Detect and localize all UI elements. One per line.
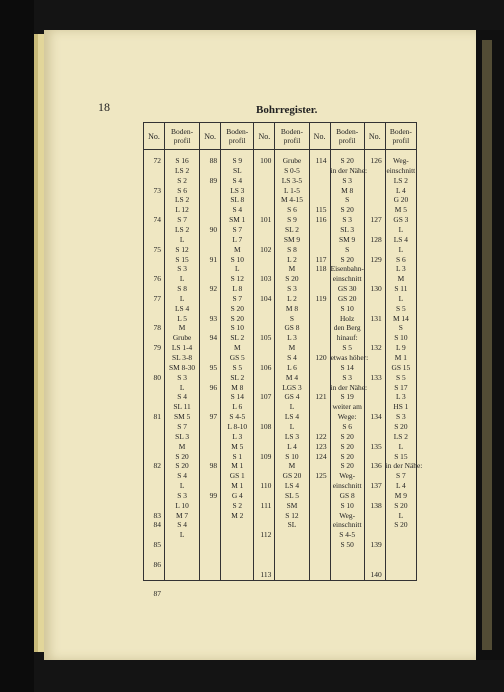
bohrloch-number: 97 [209,412,218,422]
bohrloch-number: 113 [260,569,272,579]
bohrloch-number: 117 [315,254,327,264]
bohrloch-number: 140 [370,569,382,579]
table-header [144,123,199,150]
bohrloch-number: 102 [260,244,272,254]
profile-entry: S 20 [394,520,408,530]
profile-entry: LS 2 [175,224,190,234]
bohrloch-number: 108 [260,421,272,431]
profile-entry: M 7 [176,510,189,520]
profile-entry: S 3 [287,284,297,294]
profile-entry: S 14 [230,392,244,402]
profile-column [165,150,199,580]
bohrloch-number: 107 [260,392,272,402]
number-column [200,150,221,580]
header-bodenprofil: Boden- profil [280,126,304,145]
header-no: No. [200,123,221,149]
profile-entry: SL 3 [340,224,355,234]
bohrloch-number: 131 [370,313,382,323]
bohrloch-number: 98 [209,461,218,471]
profile-entry: LGS 3 [282,382,302,392]
bohrloch-number: 111 [260,500,272,510]
profile-entry: GS 3 [393,215,409,225]
profile-entry: einschnitt [332,481,362,491]
profile-entry: S 6 [342,421,352,431]
profile-entry: in der Nähe: [330,165,368,175]
profile-entry: Holz [339,313,355,323]
profile-entry: S 7 [232,293,243,303]
profile-entry: M 8 [285,303,299,313]
profile-entry: M [233,343,241,353]
profile-column [330,150,369,580]
profile-entry: GS 8 [339,490,355,500]
profile-entry: L [179,274,185,284]
profile-entry: S 7 [396,471,406,481]
profile-entry: GS 20 [282,471,302,481]
profile-entry: LS 2 [175,195,190,205]
profile-entry: S [398,323,403,333]
profile-entry: M [288,461,296,471]
profile-entry: S 4 [287,353,297,362]
profile-entry: S 8 [177,284,187,294]
bohrloch-number: 133 [370,372,382,382]
bohrloch-number: 95 [209,362,218,372]
profile-entry: S 5 [232,362,243,372]
profile-entry: S 3 [177,264,187,274]
profile-entry: L 4 [395,185,406,195]
profile-entry: Weg- [339,510,356,520]
profile-entry: S 16 [175,156,189,165]
profile-entry: S 10 [230,323,244,333]
profile-entry: M 2 [231,510,244,520]
profile-entry: S 3 [342,215,352,225]
bohrloch-number: 74 [153,215,161,225]
profile-entry: LS 4 [284,481,300,491]
profile-entry: S 20 [175,451,189,461]
profile-entry: L 12 [175,205,189,215]
profile-entry: SL [232,165,242,175]
bohrloch-number: 118 [315,264,327,274]
profile-entry: S 20 [230,303,244,313]
book-spine-shadow [0,0,34,692]
profile-entry: S 8 [287,244,297,254]
bohrloch-number: 116 [315,215,327,225]
profile-entry: S 5 [342,343,352,353]
profile-entry: S 5 [396,372,406,382]
profile-entry: S 20 [394,421,408,431]
profile-entry: L 7 [232,234,243,244]
header-bodenprofil: Boden- profil [171,126,194,145]
profile-entry: G 4 [231,490,243,500]
column-group-5 [365,123,423,580]
profile-entry: L 3 [395,392,406,402]
bohrloch-number: 126 [370,156,382,165]
profile-entry: S 0-5 [284,165,300,175]
profile-entry: GS 20 [337,293,357,303]
bohrloch-number: 109 [260,451,272,461]
profile-entry: SL 2 [285,224,299,234]
bohrloch-number: 80 [153,372,161,382]
profile-entry: S 6 [396,254,406,264]
bohrloch-number: 75 [153,244,161,254]
profile-entry: L [235,264,240,274]
number-column [310,150,331,580]
profile-entry: SL 3-8 [172,353,193,362]
profile-entry: S 7 [177,215,187,225]
column-group-2 [200,123,254,580]
profile-entry: Eisenbahn- [330,264,364,274]
profile-entry: S 1 [232,451,243,461]
profile-entry: L [289,402,295,412]
bohrloch-number: 78 [153,323,161,333]
bohrloch-number: 91 [209,254,218,264]
header-bodenprofil: Boden- profil [389,126,412,145]
profile-entry: S 3 [342,372,352,382]
bohrloch-number: 81 [153,412,161,422]
profile-entry: M [397,274,405,284]
profile-entry: GS 30 [337,284,357,294]
profile-entry: L 9 [395,343,406,353]
profile-entry: S 6 [177,185,187,195]
bohrloch-number: 124 [315,451,327,461]
profile-entry: L 10 [175,500,189,510]
profile-entry: SM 1 [229,215,246,225]
bohrloch-number: 121 [315,392,327,402]
profile-entry: S 20 [340,451,354,461]
profile-entry: L 2 [287,293,297,303]
bohrloch-number: 139 [370,540,382,550]
profile-entry: M 1 [231,461,244,471]
profile-entry: LS 2 [393,175,408,185]
profile-entry: L [179,293,185,303]
profile-entry: M [288,264,296,274]
profile-entry: L [398,510,404,520]
bohrloch-number: 99 [209,490,218,500]
profile-entry: M 9 [394,490,407,500]
bohrloch-number: 136 [370,461,382,471]
profile-entry: L 4 [395,481,406,491]
profile-entry: S 9 [232,156,243,165]
profile-entry: S 10 [394,333,408,343]
bohrloch-number: 128 [370,234,382,244]
number-column [144,150,165,599]
bohrloch-number: 106 [260,362,272,372]
header-bodenprofil: Boden- profil [226,126,249,145]
profile-entry: M 5 [394,205,407,215]
profile-entry: S 10 [340,303,354,313]
profile-entry: S 7 [177,421,187,431]
profile-entry: M 1 [231,481,244,491]
profile-entry: S 3 [177,372,187,382]
profile-entry: Grube [282,156,302,165]
profile-entry: L 3 [232,431,243,441]
profile-entry: SL 5 [285,490,299,500]
profile-entry: S 12 [175,244,189,254]
bohrloch-number: 72 [153,156,161,165]
profile-entry: L [398,224,404,234]
header-no: No. [310,123,331,149]
profile-entry: Weg- [339,471,356,481]
profile-entry: S 2 [232,500,243,510]
profile-entry: L 8-10 [227,421,248,431]
profile-entry: L [398,441,404,451]
profile-column [221,150,253,580]
profile-entry: SL 3 [175,431,190,441]
profile-entry: S 20 [340,441,354,451]
profile-entry: SL 2 [230,372,245,382]
profile-entry: S [345,244,350,254]
bohrloch-number: 110 [260,481,272,491]
bohrloch-number: 135 [370,441,382,451]
bohrloch-number: 94 [209,333,218,343]
profile-entry: S 20 [285,274,299,284]
profile-entry: L 2 [287,254,297,264]
bohrloch-number: 85 [153,540,161,550]
profile-entry: LS 2 [175,165,190,175]
profile-entry: GS 15 [391,362,411,372]
profile-entry: den Berg [333,323,361,333]
profile-entry: Grube [172,333,192,343]
profile-entry: S 11 [394,284,408,294]
profile-entry: M [178,441,186,451]
profile-entry: S 4 [177,471,187,481]
profile-entry: M 8 [341,185,354,195]
bohrloch-number: 105 [260,333,272,343]
profile-entry: S 20 [230,313,244,323]
profile-entry: GS 8 [284,323,300,333]
profile-entry: M 4-15 [280,195,303,205]
profile-entry: S 19 [340,392,354,402]
profile-entry: S 14 [340,362,354,372]
profile-entry: L 5 [177,313,187,323]
profile-entry: LS 3-5 [281,175,303,185]
profile-entry: L 8 [232,284,243,294]
running-head: Bohrregister. [256,104,318,116]
bohrloch-number: 87 [153,589,161,599]
profile-entry: M 1 [394,353,407,362]
profile-column [385,150,423,580]
bohrloch-number: 90 [209,224,218,234]
profile-entry: SM 9 [339,234,356,244]
bohrloch-number: 127 [370,215,382,225]
profile-entry: M 8 [231,382,244,392]
profile-entry: S 12 [285,510,299,520]
profile-entry: LS 3 [230,185,245,195]
bohrloch-number: 119 [315,293,327,303]
profile-entry: L [398,244,404,254]
bohrloch-number: 112 [260,530,272,540]
profile-entry: S 20 [175,461,189,471]
profile-entry: GS 4 [284,392,300,402]
profile-entry: hinauf: [336,333,358,343]
profile-entry: S 2 [177,175,187,185]
profile-entry: S 4 [177,392,187,402]
profile-entry: S 20 [340,431,354,441]
profile-entry: S 10 [340,500,354,510]
adjacent-page-edge [476,30,504,660]
profile-entry: S 4-5 [229,412,246,422]
bohrloch-number: 101 [260,215,272,225]
header-no: No. [144,123,165,149]
bohrloch-number: 132 [370,343,382,353]
bohrloch-number: 130 [370,284,382,294]
profile-entry: SM 9 [283,234,301,244]
bohrloch-number: 122 [315,431,327,441]
table-header [310,123,364,150]
profile-entry: S 3 [177,490,187,500]
bohrloch-number: 100 [260,156,272,165]
profile-entry: S 20 [340,461,354,471]
bohrloch-number: 129 [370,254,382,264]
bohrloch-number: 77 [153,293,161,303]
profile-entry: L [289,421,295,431]
page-number: 18 [98,100,110,114]
header-bodenprofil: Boden- profil [336,126,359,145]
bohrloch-number: 83 [153,510,161,520]
profile-entry: S [345,195,350,205]
profile-entry: S 20 [340,205,354,215]
bohrregister-table [143,122,423,599]
profile-column [275,150,308,580]
bohrloch-number: 103 [260,274,272,284]
bohrloch-number: 138 [370,500,382,510]
profile-entry: SL 11 [173,402,191,412]
profile-entry: LS 1-4 [171,343,193,353]
bohrloch-number: 120 [315,353,327,362]
profile-entry: Weg- [392,156,409,165]
profile-entry: S 4-5 [339,530,356,540]
profile-entry: SL 8 [230,195,245,205]
column-group-1 [144,123,200,599]
profile-entry: S [289,313,295,323]
profile-entry: M [178,323,186,333]
bohrloch-number: 86 [153,559,161,569]
number-column [254,150,275,580]
profile-entry: LS 3 [284,431,300,441]
profile-entry: LS 4 [393,234,408,244]
profile-entry: S 3 [342,175,352,185]
bohrloch-number: 73 [153,185,161,195]
bohrloch-number: 93 [209,313,218,323]
profile-entry: S 12 [230,274,244,284]
profile-entry: L 6 [287,362,297,372]
bohrloch-number: 96 [209,382,218,392]
profile-entry: LS 4 [284,412,300,422]
profile-entry: S 10 [285,451,299,461]
profile-entry: HS 1 [393,402,409,412]
profile-entry: L [179,382,185,392]
profile-entry: SM 8-30 [169,362,196,372]
profile-entry: S 10 [230,254,244,264]
profile-entry: L [179,530,185,540]
table-header [365,123,416,150]
bohrloch-number: 104 [260,293,272,303]
profile-entry: M 5 [231,441,244,451]
profile-entry: einschnitt [386,165,416,175]
profile-entry: S 4 [232,205,243,215]
bohrloch-number: 89 [209,175,218,185]
profile-entry: L 4 [287,441,297,451]
profile-entry: L [179,481,185,491]
bohrloch-number: 79 [153,343,161,353]
bohrloch-number: 84 [153,520,161,530]
bohrloch-number: 134 [370,412,382,422]
profile-entry: S 5 [396,303,406,313]
profile-entry: in der Nähe: [385,461,423,471]
profile-entry: SM 5 [173,412,191,422]
profile-entry: S 7 [232,224,243,234]
profile-entry: S 15 [175,254,189,264]
profile-entry: S 17 [394,382,408,392]
bohrloch-number: 123 [315,441,327,451]
profile-entry: L [179,234,185,244]
profile-entry: S 4 [177,520,187,530]
profile-entry: S 4 [232,175,243,185]
table-header [200,123,253,150]
profile-entry: S 9 [287,215,297,225]
bohrloch-number: 88 [209,156,218,165]
profile-entry: in der Nähe: [330,382,368,392]
profile-entry: LS 2 [393,431,408,441]
column-group-4 [310,123,369,580]
bohrloch-number: 115 [315,205,327,215]
profile-entry: S 3 [396,412,406,422]
profile-entry: M [288,343,296,353]
bohrloch-number: 82 [153,461,161,471]
table-header [254,123,308,150]
profile-entry: Wege: [337,412,357,422]
profile-entry: S 15 [394,451,408,461]
header-no: No. [365,123,386,149]
profile-entry: GS 1 [229,471,245,481]
bohrloch-number: 76 [153,274,161,284]
bohrloch-number: 125 [315,471,327,481]
column-group-3 [254,123,309,580]
profile-entry: einschnitt [332,520,362,530]
profile-entry: M 14 [392,313,409,323]
profile-entry: LS 4 [175,303,190,313]
profile-entry: L [398,293,404,303]
profile-entry: M [233,244,241,254]
profile-entry: L 3 [395,264,406,274]
number-column [365,150,386,580]
profile-entry: S 6 [287,205,297,215]
profile-entry: L 3 [287,333,297,343]
profile-entry: G 20 [393,195,409,205]
header-no: No. [254,123,275,149]
bohrloch-number: 92 [209,284,218,294]
bohrloch-number: 114 [315,156,327,165]
profile-entry: S 20 [394,500,408,510]
profile-entry: M 4 [285,372,299,382]
profile-entry: einschnitt [332,274,362,284]
profile-entry: SL [287,520,297,530]
profile-entry: SL 2 [230,333,245,343]
profile-entry: L 6 [232,402,243,412]
profile-entry: L 1-5 [283,185,300,195]
profile-entry: SM [286,500,298,510]
profile-entry: GS 5 [229,353,245,362]
profile-entry: S 50 [340,540,354,550]
profile-entry: etwas höher: [330,353,369,362]
profile-entry: weiter am [332,402,362,412]
profile-entry: S 20 [340,156,354,165]
profile-entry: S 20 [340,254,354,264]
bohrloch-number: 137 [370,481,382,491]
